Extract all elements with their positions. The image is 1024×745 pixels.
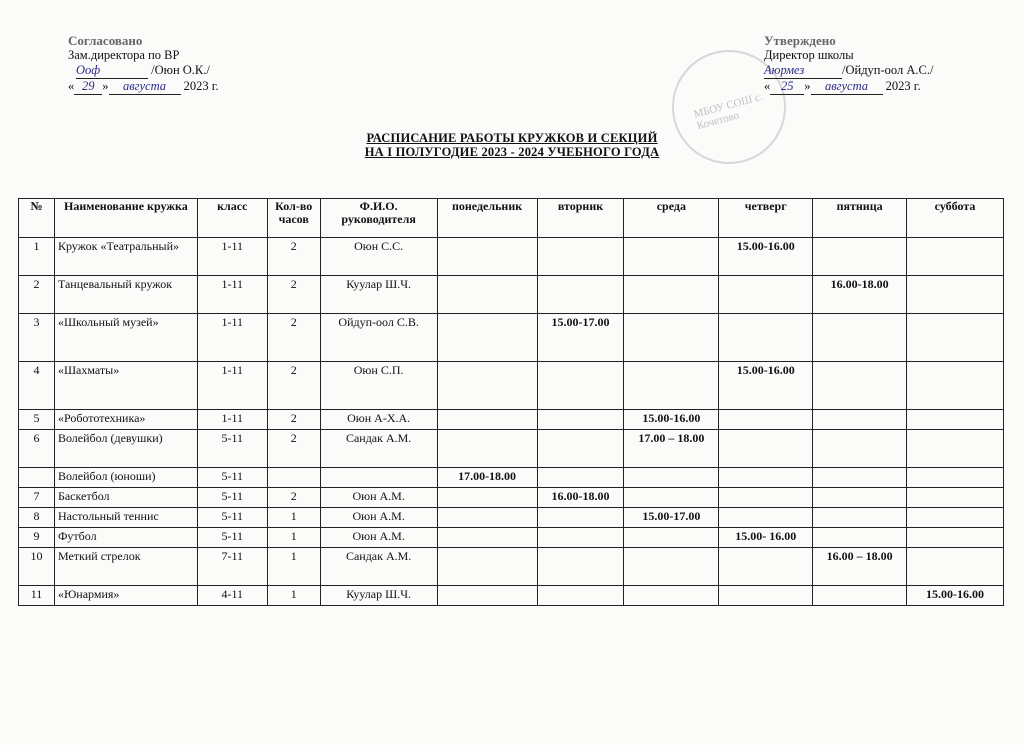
cell-hours xyxy=(267,468,320,488)
cell-sat xyxy=(907,548,1004,586)
cell-fri xyxy=(813,362,907,410)
cell-sat xyxy=(907,238,1004,276)
cell-fri xyxy=(813,468,907,488)
cell-fri xyxy=(813,528,907,548)
cell-name: «Школьный музей» xyxy=(54,314,197,362)
cell-sat xyxy=(907,528,1004,548)
cell-sat: 15.00-16.00 xyxy=(907,586,1004,606)
approval-left-name: /Оюн О.К./ xyxy=(151,63,210,77)
cell-mon: 17.00-18.00 xyxy=(437,468,537,488)
cell-tue xyxy=(537,508,624,528)
cell-tue xyxy=(537,528,624,548)
column-header: пятница xyxy=(813,199,907,238)
signature-left: Ооф xyxy=(76,63,148,79)
cell-tue xyxy=(537,362,624,410)
cell-thu: 15.00- 16.00 xyxy=(719,528,813,548)
cell-thu xyxy=(719,314,813,362)
column-header: суббота xyxy=(907,199,1004,238)
cell-wed xyxy=(624,238,719,276)
column-header: Наименование кружка xyxy=(54,199,197,238)
cell-mon xyxy=(437,548,537,586)
cell-thu xyxy=(719,430,813,468)
schedule-table xyxy=(18,198,1004,606)
cell-num: 10 xyxy=(19,548,55,586)
cell-leader xyxy=(320,468,437,488)
cell-num xyxy=(19,468,55,488)
cell-cls: 1-11 xyxy=(197,410,267,430)
column-header: вторник xyxy=(537,199,624,238)
cell-fri xyxy=(813,508,907,528)
approval-left-block xyxy=(68,33,219,95)
cell-name: «Робототехника» xyxy=(54,410,197,430)
cell-mon xyxy=(437,314,537,362)
cell-cls: 1-11 xyxy=(197,362,267,410)
cell-name: Волейбол (девушки) xyxy=(54,430,197,468)
cell-fri: 16.00 – 18.00 xyxy=(813,548,907,586)
cell-wed xyxy=(624,468,719,488)
cell-num: 1 xyxy=(19,238,55,276)
approval-right-name: /Ойдуп-оол А.С./ xyxy=(842,63,934,77)
approval-right-signature-line xyxy=(764,63,933,79)
cell-leader: Куулар Ш.Ч. xyxy=(320,276,437,314)
cell-tue: 15.00-17.00 xyxy=(537,314,624,362)
cell-sat xyxy=(907,410,1004,430)
cell-tue xyxy=(537,410,624,430)
table-row xyxy=(19,410,1004,430)
table-row xyxy=(19,488,1004,508)
cell-tue: 16.00-18.00 xyxy=(537,488,624,508)
cell-thu xyxy=(719,548,813,586)
cell-num: 2 xyxy=(19,276,55,314)
cell-fri xyxy=(813,314,907,362)
cell-fri xyxy=(813,488,907,508)
cell-mon xyxy=(437,586,537,606)
cell-sat xyxy=(907,276,1004,314)
cell-cls: 4-11 xyxy=(197,586,267,606)
cell-leader: Сандак А.М. xyxy=(320,430,437,468)
cell-mon xyxy=(437,508,537,528)
approval-left-position: Зам.директора по ВР xyxy=(68,48,180,62)
cell-thu xyxy=(719,508,813,528)
cell-thu xyxy=(719,410,813,430)
cell-tue xyxy=(537,468,624,488)
table-row xyxy=(19,430,1004,468)
date-year: 2023 г. xyxy=(183,79,219,93)
cell-thu xyxy=(719,468,813,488)
cell-name: Танцевальный кружок xyxy=(54,276,197,314)
approval-right-date: « 25 » августа 2023 г. xyxy=(764,79,921,93)
cell-hours: 1 xyxy=(267,586,320,606)
cell-thu: 15.00-16.00 xyxy=(719,238,813,276)
cell-num: 6 xyxy=(19,430,55,468)
cell-name: «Юнармия» xyxy=(54,586,197,606)
cell-hours: 1 xyxy=(267,508,320,528)
cell-sat xyxy=(907,362,1004,410)
cell-fri xyxy=(813,410,907,430)
cell-tue xyxy=(537,238,624,276)
approval-left-heading: Согласовано xyxy=(68,33,143,48)
cell-name: Настольный теннис xyxy=(54,508,197,528)
table-body xyxy=(19,238,1004,606)
cell-tue xyxy=(537,430,624,468)
cell-hours: 2 xyxy=(267,238,320,276)
cell-leader: Оюн С.С. xyxy=(320,238,437,276)
cell-cls: 5-11 xyxy=(197,508,267,528)
cell-hours: 1 xyxy=(267,548,320,586)
cell-sat xyxy=(907,430,1004,468)
cell-leader: Оюн А.М. xyxy=(320,528,437,548)
cell-hours: 2 xyxy=(267,276,320,314)
cell-name: Кружок «Театральный» xyxy=(54,238,197,276)
cell-num: 7 xyxy=(19,488,55,508)
column-header: Кол-во часов xyxy=(267,199,320,238)
cell-hours: 2 xyxy=(267,362,320,410)
column-header: среда xyxy=(624,199,719,238)
cell-num: 5 xyxy=(19,410,55,430)
table-row xyxy=(19,586,1004,606)
title-line-2: НА I ПОЛУГОДИЕ 2023 - 2024 УЧЕБНОГО ГОДА xyxy=(364,145,660,159)
cell-thu xyxy=(719,586,813,606)
cell-num: 11 xyxy=(19,586,55,606)
column-header: № xyxy=(19,199,55,238)
cell-sat xyxy=(907,488,1004,508)
cell-cls: 5-11 xyxy=(197,528,267,548)
cell-sat xyxy=(907,314,1004,362)
cell-cls: 5-11 xyxy=(197,468,267,488)
table-row xyxy=(19,314,1004,362)
document-title xyxy=(0,131,1024,159)
cell-wed xyxy=(624,276,719,314)
cell-tue xyxy=(537,548,624,586)
cell-cls: 1-11 xyxy=(197,314,267,362)
cell-num: 8 xyxy=(19,508,55,528)
cell-mon xyxy=(437,410,537,430)
date-year: 2023 г. xyxy=(885,79,921,93)
cell-name: Волейбол (юноши) xyxy=(54,468,197,488)
signature-right: Аюрмез xyxy=(764,63,842,79)
date-day: 25 xyxy=(770,79,804,95)
cell-wed xyxy=(624,488,719,508)
stamp-text: МБОУ СОШ с. Кочетово xyxy=(692,90,764,133)
cell-cls: 1-11 xyxy=(197,276,267,314)
cell-cls: 1-11 xyxy=(197,238,267,276)
date-month: августа xyxy=(109,79,181,95)
cell-name: Баскетбол xyxy=(54,488,197,508)
table-row xyxy=(19,468,1004,488)
cell-wed: 15.00-17.00 xyxy=(624,508,719,528)
cell-mon xyxy=(437,430,537,468)
table-row xyxy=(19,276,1004,314)
cell-mon xyxy=(437,238,537,276)
cell-leader: Оюн А-Х.А. xyxy=(320,410,437,430)
approval-right-position: Директор школы xyxy=(764,48,854,62)
cell-hours: 2 xyxy=(267,430,320,468)
cell-fri: 16.00-18.00 xyxy=(813,276,907,314)
cell-name: Футбол xyxy=(54,528,197,548)
cell-mon xyxy=(437,488,537,508)
cell-hours: 2 xyxy=(267,314,320,362)
table-row xyxy=(19,238,1004,276)
cell-thu xyxy=(719,488,813,508)
table-row xyxy=(19,508,1004,528)
cell-thu: 15.00-16.00 xyxy=(719,362,813,410)
cell-hours: 2 xyxy=(267,410,320,430)
column-header: класс xyxy=(197,199,267,238)
cell-wed xyxy=(624,528,719,548)
cell-leader: Ойдуп-оол С.В. xyxy=(320,314,437,362)
cell-mon xyxy=(437,362,537,410)
cell-wed xyxy=(624,548,719,586)
cell-mon xyxy=(437,276,537,314)
title-line-1: РАСПИСАНИЕ РАБОТЫ КРУЖКОВ И СЕКЦИЙ xyxy=(366,131,658,145)
column-header: Ф.И.О. руководителя xyxy=(320,199,437,238)
cell-tue xyxy=(537,276,624,314)
cell-wed xyxy=(624,586,719,606)
cell-wed xyxy=(624,314,719,362)
cell-fri xyxy=(813,238,907,276)
cell-thu xyxy=(719,276,813,314)
cell-fri xyxy=(813,586,907,606)
cell-leader: Оюн С.П. xyxy=(320,362,437,410)
cell-fri xyxy=(813,430,907,468)
cell-name: Меткий стрелок xyxy=(54,548,197,586)
table-row xyxy=(19,528,1004,548)
column-header: понедельник xyxy=(437,199,537,238)
column-header: четверг xyxy=(719,199,813,238)
cell-num: 9 xyxy=(19,528,55,548)
cell-cls: 5-11 xyxy=(197,430,267,468)
cell-num: 3 xyxy=(19,314,55,362)
cell-hours: 2 xyxy=(267,488,320,508)
cell-wed: 15.00-16.00 xyxy=(624,410,719,430)
table-row xyxy=(19,548,1004,586)
cell-leader: Куулар Ш.Ч. xyxy=(320,586,437,606)
table-row xyxy=(19,362,1004,410)
cell-leader: Оюн А.М. xyxy=(320,508,437,528)
table-header-row xyxy=(19,199,1004,238)
cell-cls: 5-11 xyxy=(197,488,267,508)
date-month: августа xyxy=(811,79,883,95)
date-day: 29 xyxy=(74,79,102,95)
cell-leader: Оюн А.М. xyxy=(320,488,437,508)
cell-mon xyxy=(437,528,537,548)
cell-sat xyxy=(907,508,1004,528)
cell-sat xyxy=(907,468,1004,488)
cell-cls: 7-11 xyxy=(197,548,267,586)
approval-left-date: « 29 » августа 2023 г. xyxy=(68,79,219,93)
cell-wed xyxy=(624,362,719,410)
approval-left-signature-line xyxy=(68,63,219,79)
cell-leader: Сандак А.М. xyxy=(320,548,437,586)
cell-name: «Шахматы» xyxy=(54,362,197,410)
cell-tue xyxy=(537,586,624,606)
approval-right-heading: Утверждено xyxy=(764,33,836,48)
cell-num: 4 xyxy=(19,362,55,410)
approval-right-block xyxy=(764,33,933,95)
cell-hours: 1 xyxy=(267,528,320,548)
cell-wed: 17.00 – 18.00 xyxy=(624,430,719,468)
